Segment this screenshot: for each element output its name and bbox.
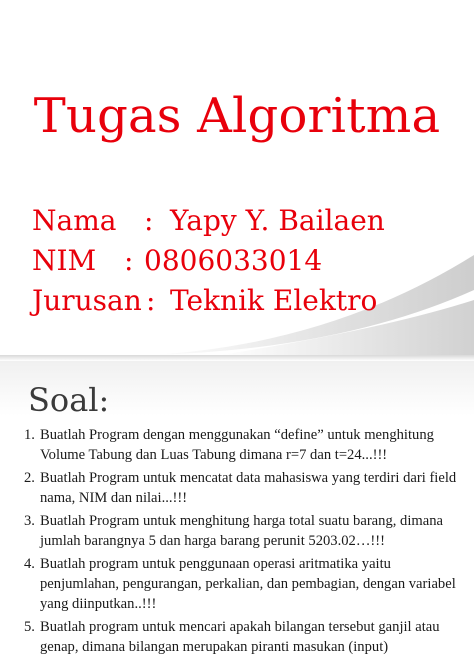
item-number: 2. — [24, 470, 35, 486]
jurusan-value: Teknik Elektro — [170, 284, 378, 317]
item-text: Buatlah program untuk mencari apakah bilangan tersebut ganjil atau genap, dimana bilangan merupakan piranti masukan (input) — [40, 619, 440, 655]
item-number: 1. — [24, 427, 35, 443]
item-number: 4. — [24, 556, 35, 572]
item-text: Buatlah Program untuk menghitung harga total suatu barang, dimana jumlah barangnya 5 dan harga barang perunit 5203.02…!!! — [40, 513, 443, 549]
name-value: Yapy Y. Bailaen — [170, 204, 385, 237]
jurusan-separator: : — [146, 284, 156, 317]
item-text: Buatlah Program dengan menggunakan “define” untuk menghitung Volume Tabung dan Luas Tabung dimana r=7 dan t=24...!!! — [40, 427, 434, 463]
jurusan-label: Jurusan — [32, 284, 142, 317]
questions-slide — [0, 361, 474, 655]
list-item — [24, 425, 464, 465]
list-item — [24, 468, 464, 508]
nim-separator: : — [124, 244, 134, 277]
item-text: Buatlah program untuk penggunaan operasi aritmatika yaitu penjumlahan, pengurangan, perkalian, dan pembagian, dengan variabel yang diinputkan..!!! — [40, 556, 456, 612]
list-item — [24, 617, 464, 657]
list-item — [24, 554, 464, 614]
list-item — [24, 511, 464, 551]
item-number: 3. — [24, 513, 35, 529]
nim-value: 0806033014 — [144, 244, 323, 277]
item-text: Buatlah Program untuk mencatat data mahasiswa yang terdiri dari field nama, NIM dan nilai...!!! — [40, 470, 457, 506]
questions-list — [24, 425, 464, 660]
name-label: Nama — [32, 204, 117, 237]
item-number: 5. — [24, 619, 35, 635]
questions-title: Soal: — [28, 381, 110, 419]
nim-label: NIM — [32, 244, 97, 277]
slide-title: Tugas Algoritma — [33, 88, 441, 144]
name-separator: : — [144, 204, 154, 237]
